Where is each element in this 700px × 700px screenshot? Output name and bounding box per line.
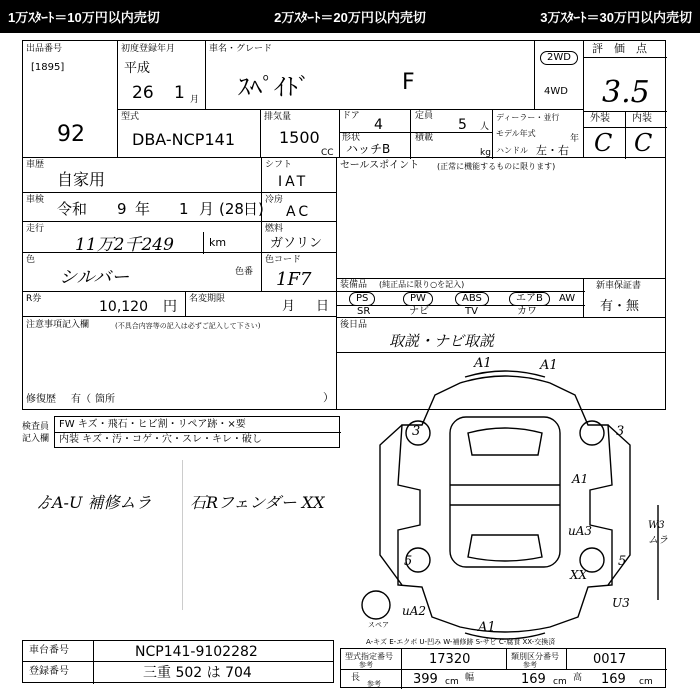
modelyear-label: モデル年式 — [496, 129, 536, 138]
sales-note: (正常に機能するものに限ります) — [437, 162, 556, 171]
chassis-value: NCP141-9102282 — [135, 644, 258, 660]
drive-2wd: 2WD — [540, 51, 578, 65]
color-value: シルバー — [59, 267, 130, 288]
equip-tv: TV — [465, 306, 478, 317]
lot-sub: [1895] — [31, 62, 65, 73]
reg-year: 26 — [132, 83, 154, 103]
score-value: 3.5 — [602, 75, 650, 110]
cc-value: 1500 — [279, 128, 320, 147]
equip-airbag: エアB — [509, 292, 550, 306]
cap-value: 5 — [458, 117, 467, 133]
chassis-label: 車台番号 — [29, 645, 69, 656]
equip-abs: ABS — [455, 292, 489, 306]
int-grade: C — [634, 129, 653, 157]
spec-table — [340, 648, 666, 688]
grade: F — [402, 70, 415, 95]
mark-3-left: 3 — [412, 424, 421, 439]
mark-right-note: W3 ムラ — [648, 520, 668, 546]
notes-label: 注意事項記入欄 — [26, 320, 90, 330]
warranty-value: 有・無 — [600, 299, 640, 314]
len-label: 長 — [351, 673, 361, 683]
repair-value: 有（ — [71, 394, 91, 405]
spare-label: スペア — [368, 621, 389, 629]
mileage-label: 走行 — [26, 224, 45, 234]
handle-label: ハンドル — [496, 146, 528, 155]
lot-box — [22, 40, 118, 158]
legend-label-2: 記入欄 — [22, 434, 50, 444]
equip-ps: PS — [349, 292, 375, 306]
cc-unit: CC — [321, 148, 334, 158]
top-banner — [0, 0, 700, 33]
color-label: 色 — [26, 255, 36, 265]
name-label: 車名・グレード — [209, 44, 273, 54]
equip-leather: カワ — [517, 306, 537, 317]
notes-box — [22, 316, 337, 410]
recycle-label: R券 — [26, 294, 42, 304]
recycle-box — [22, 291, 186, 317]
score-box — [583, 40, 666, 158]
namechg-month: 月 — [282, 299, 296, 314]
inspect-box — [22, 192, 262, 222]
ac-label: 冷房 — [265, 195, 284, 205]
legend-box — [54, 416, 340, 448]
cat-code: 0017 — [593, 652, 627, 667]
inspect-year: 9 — [117, 200, 127, 218]
reg-month-unit: 月 — [190, 95, 200, 105]
hgt-value: 169 — [601, 672, 626, 687]
plate-value: 三重 502 は 704 — [143, 665, 252, 681]
colorcode-label: 色コード — [265, 255, 302, 265]
color-code-value: 1F7 — [276, 269, 312, 290]
wid-value: 169 — [521, 672, 546, 687]
reg-label: 初度登録年月 — [121, 44, 176, 54]
ext-label: 外装 — [590, 113, 610, 124]
inspect-m-unit: 月 — [199, 200, 215, 218]
mark-u3: U3 — [612, 596, 630, 610]
notes-sub: (不具合内容等の記入は必ずご記入して下さい) — [115, 322, 261, 330]
guide-line — [182, 460, 183, 610]
warranty-label: 新車保証書 — [596, 281, 642, 291]
drive-box — [534, 40, 584, 110]
mark-ua3: uA3 — [568, 524, 593, 538]
mark-a1-top-left: A1 — [474, 356, 492, 371]
load-unit: kg — [480, 148, 491, 158]
inspect-month: 1 — [179, 200, 189, 218]
cap-unit: 人 — [480, 122, 490, 132]
mark-a1-side: A1 — [572, 472, 589, 486]
repair-tail: 箇所 — [95, 394, 115, 405]
legend-label-1: 検査員 — [22, 422, 50, 432]
cat-code-label: 類別区分番号 — [511, 652, 559, 661]
model-code-label: 型式指定番号 — [345, 652, 393, 661]
hgt-label: 高 — [573, 673, 583, 683]
usage-box — [22, 157, 262, 193]
len-value: 399 — [413, 672, 438, 687]
mileage-unit: km — [209, 236, 227, 249]
fuel-label: 燃料 — [265, 224, 284, 234]
cc-box — [260, 109, 340, 158]
type-box — [117, 109, 261, 158]
mileage-box — [22, 221, 262, 253]
lot-label: 出品番号 — [26, 44, 63, 54]
color-code-label: 色番 — [235, 267, 254, 277]
fuel-box — [261, 221, 337, 253]
mark-xx: XX — [570, 568, 588, 582]
drive-4wd: 4WD — [544, 86, 568, 97]
score-label: 評 価 点 — [592, 42, 647, 55]
banner-text-2: 2万ｽﾀｰﾄ＝20万円以内売切 — [274, 10, 426, 25]
after-value: 取説・ナビ取説 — [389, 332, 495, 350]
shape-value: ハッチB — [346, 142, 391, 156]
namechg-day: 日 — [316, 299, 330, 314]
model-code: 17320 — [429, 652, 471, 667]
chassis-box — [22, 640, 334, 662]
wid-label: 幅 — [465, 673, 475, 683]
colorcode-box — [261, 252, 337, 292]
lot-number: 92 — [57, 122, 85, 147]
ext-grade: C — [594, 129, 613, 157]
doors-value: 4 — [374, 117, 383, 133]
equip-sr: SR — [357, 306, 371, 317]
len-unit: cm — [445, 677, 459, 687]
mark-5-right: 5 — [618, 554, 627, 569]
banner-text-3: 3万ｽﾀｰﾄ＝30万円以内売切 — [540, 10, 692, 25]
type-label: 型式 — [121, 112, 140, 122]
inspect-label: 車検 — [26, 195, 45, 205]
inspect-d-unit: 日) — [243, 200, 264, 218]
hgt-unit: cm — [639, 677, 653, 687]
legend-row2: 内装 キズ・汚・コゲ・穴・スレ・キレ・破し — [59, 434, 262, 445]
handle-value: 左・右 — [536, 144, 569, 157]
inspect-era: 令和 — [57, 200, 88, 218]
mark-5-left: 5 — [404, 554, 413, 569]
plate-label: 登録番号 — [29, 666, 69, 677]
shift-label: シフト — [265, 160, 293, 170]
model-name: ｽﾍﾟｲﾄﾞ — [238, 73, 310, 101]
cc-label: 排気量 — [264, 112, 292, 122]
handwrite-line-2: 石Rフェンダー XX — [190, 493, 325, 512]
equip-aw: AW — [559, 293, 576, 304]
sales-box — [336, 157, 666, 279]
reg-month: 1 — [174, 83, 185, 103]
namechg-label: 名変期限 — [189, 294, 226, 304]
banner-text-1: 1万ｽﾀｰﾄ＝10万円以内売切 — [8, 10, 160, 25]
equip-pw: PW — [403, 292, 433, 306]
dealer-label: ディーラー・並行 — [496, 113, 560, 122]
mark-ua2: uA2 — [402, 604, 427, 618]
spec-grid — [339, 109, 584, 158]
modelyear-unit: 年 — [570, 134, 580, 144]
equip-label: 装備品 — [340, 280, 368, 290]
mark-3-right: 3 — [616, 424, 625, 439]
model-code-ref: 参考 — [359, 661, 373, 669]
name-box — [205, 40, 535, 110]
doors-label: ドア — [342, 111, 360, 121]
warranty-box — [583, 278, 666, 318]
plate-box — [22, 661, 334, 683]
usage-label: 車歴 — [26, 160, 45, 170]
sales-label: セールスポイント — [340, 160, 420, 171]
fuel-value: ガソリン — [270, 236, 323, 251]
usage-value: 自家用 — [57, 170, 106, 189]
after-label: 後日品 — [340, 320, 368, 330]
load-label: 積載 — [415, 133, 434, 143]
equip-note: (純正品に限り○を記入) — [379, 280, 465, 289]
color-box — [22, 252, 262, 292]
cat-code-ref: 参考 — [523, 661, 537, 669]
type-value: DBA-NCP141 — [132, 130, 235, 149]
inspect-day: (28 — [219, 200, 244, 218]
mark-a1-top-right: A1 — [540, 358, 558, 373]
shift-box — [261, 157, 337, 193]
mark-a1-bottom: A1 — [478, 620, 496, 635]
handwrite-line-1: ゟA-U 補修ムラ — [36, 493, 152, 512]
mileage-value: 11万2千249 — [75, 235, 174, 255]
after-box — [336, 317, 666, 353]
ac-value: AC — [286, 204, 312, 220]
reg-era: 平成 — [124, 61, 151, 76]
inspect-y-unit: 年 — [135, 200, 151, 218]
ac-box — [261, 192, 337, 222]
equip-navi: ナビ — [409, 306, 429, 317]
repair-close: ） — [323, 391, 334, 404]
shift-value: IAT — [278, 174, 309, 190]
int-label: 内装 — [632, 113, 652, 124]
repair-label: 修復歴 — [26, 394, 56, 405]
namechg-box — [185, 291, 337, 317]
len-ref: 参考 — [367, 680, 381, 688]
wid-unit: cm — [553, 677, 567, 687]
recycle-unit: 円 — [163, 299, 177, 315]
reg-box — [117, 40, 206, 110]
cap-label: 定員 — [415, 111, 434, 121]
shape-label: 形状 — [342, 133, 361, 143]
equip-box — [336, 278, 584, 318]
recycle-value: 10,120 — [99, 299, 148, 315]
legend-row1: FW キズ・飛石・ヒビ割・リペア跡・×要 — [59, 419, 246, 430]
damage-key: A-キズ E-エクボ U-凹み W-補修跡 S-サビ C-腐食 XX-交換済 — [366, 638, 556, 646]
